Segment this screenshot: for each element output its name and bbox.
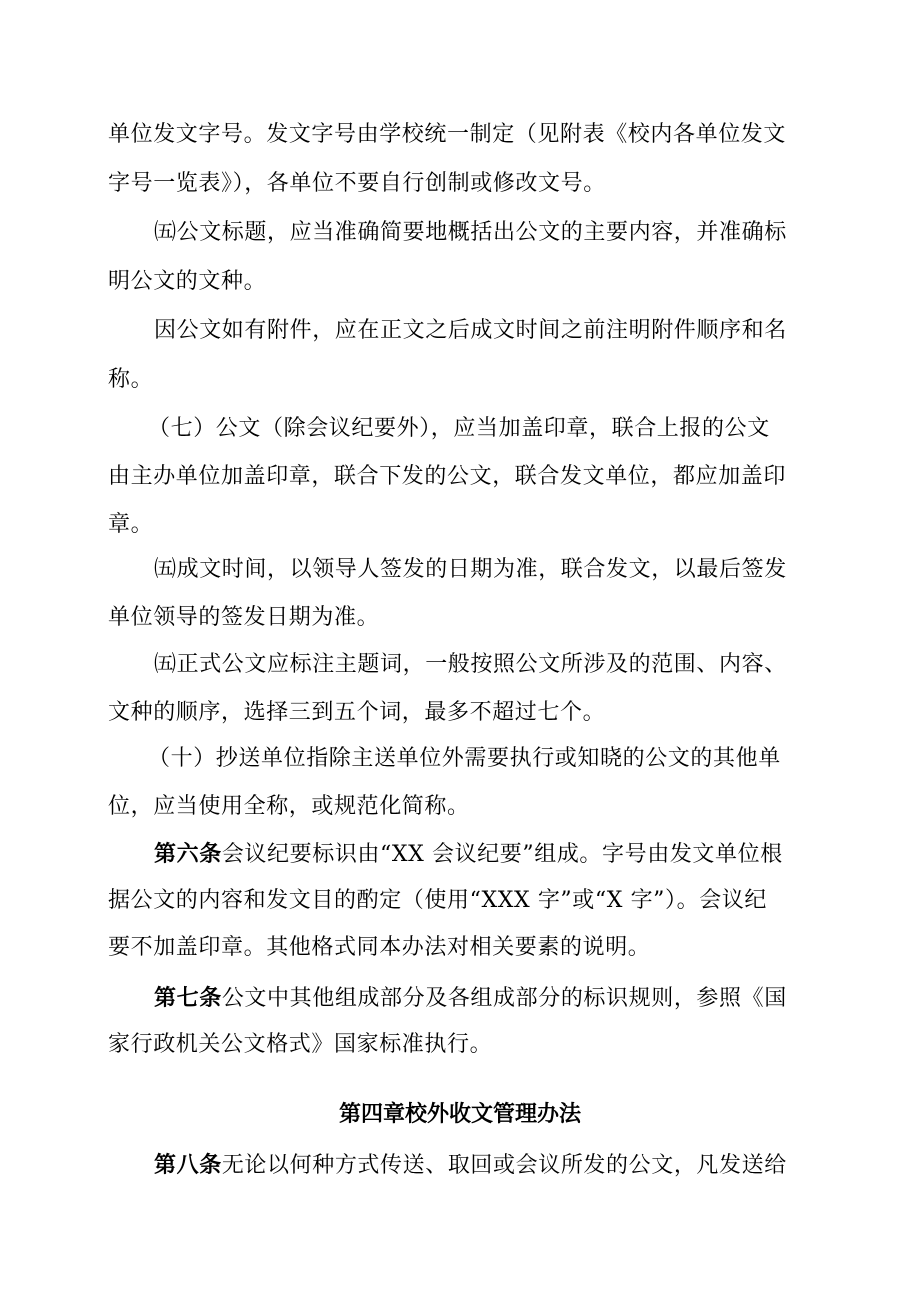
text-line: ㈤正式公文应标注主题词，一般按照公文所涉及的范围、内容、 <box>154 652 787 677</box>
text-line: 要不加盖印章。其他格式同本办法对相关要素的说明。 <box>108 935 651 960</box>
text-line: （十）抄送单位指除主送单位外需要执行或知晓的公文的其他单 <box>148 746 781 771</box>
article-label: 第六条 <box>154 841 222 867</box>
text-line: 字号一览表》），各单位不要自行创制或修改文号。 <box>108 171 606 196</box>
text-line: 单位发文字号。发文字号由学校统一制定（见附表《校内各单位发文 <box>108 122 787 147</box>
text-line: ㈤公文标题，应当准确简要地概括出公文的主要内容，并准确标 <box>154 220 787 245</box>
text-line: 据公文的内容和发文目的酌定（使用“XXX 字”或“X 字”）。会议纪 <box>108 888 768 913</box>
article-7-line: 第七条公文中其他组成部分及各组成部分的标识规则，参照《国 <box>154 985 787 1011</box>
text-line: （七）公文（除会议纪要外），应当加盖印章，联合上报的公文 <box>148 416 770 441</box>
chapter-heading: 第四章校外收文管理办法 <box>338 1101 581 1127</box>
article-8-line: 第八条无论以何种方式传送、取回或会议所发的公文，凡发送给 <box>154 1152 787 1178</box>
article-label: 第七条 <box>154 985 222 1011</box>
text-line: 称。 <box>108 367 154 392</box>
article-6-line: 第六条会议纪要标识由“XX 会议纪要”组成。字号由发文单位根 <box>154 841 783 867</box>
text-line: 文种的顺序，选择三到五个词，最多不超过七个。 <box>108 700 606 725</box>
text-line: 单位领导的签发日期为准。 <box>108 605 380 630</box>
text-line: 章。 <box>108 512 154 537</box>
text-line: 位，应当使用全称，或规范化简称。 <box>108 794 470 819</box>
text-line: 明公文的文种。 <box>108 269 267 294</box>
text-line: 由主办单位加盖印章，联合下发的公文，联合发文单位，都应加盖印 <box>108 464 787 489</box>
article-label: 第八条 <box>154 1152 222 1178</box>
text-line: 家行政机关公文格式》国家标准执行。 <box>108 1032 493 1057</box>
text-line: ㈤成文时间，以领导人签发的日期为准，联合发文，以最后签发 <box>154 557 787 582</box>
text-line: 因公文如有附件，应在正文之后成文时间之前注明附件顺序和名 <box>154 318 787 343</box>
